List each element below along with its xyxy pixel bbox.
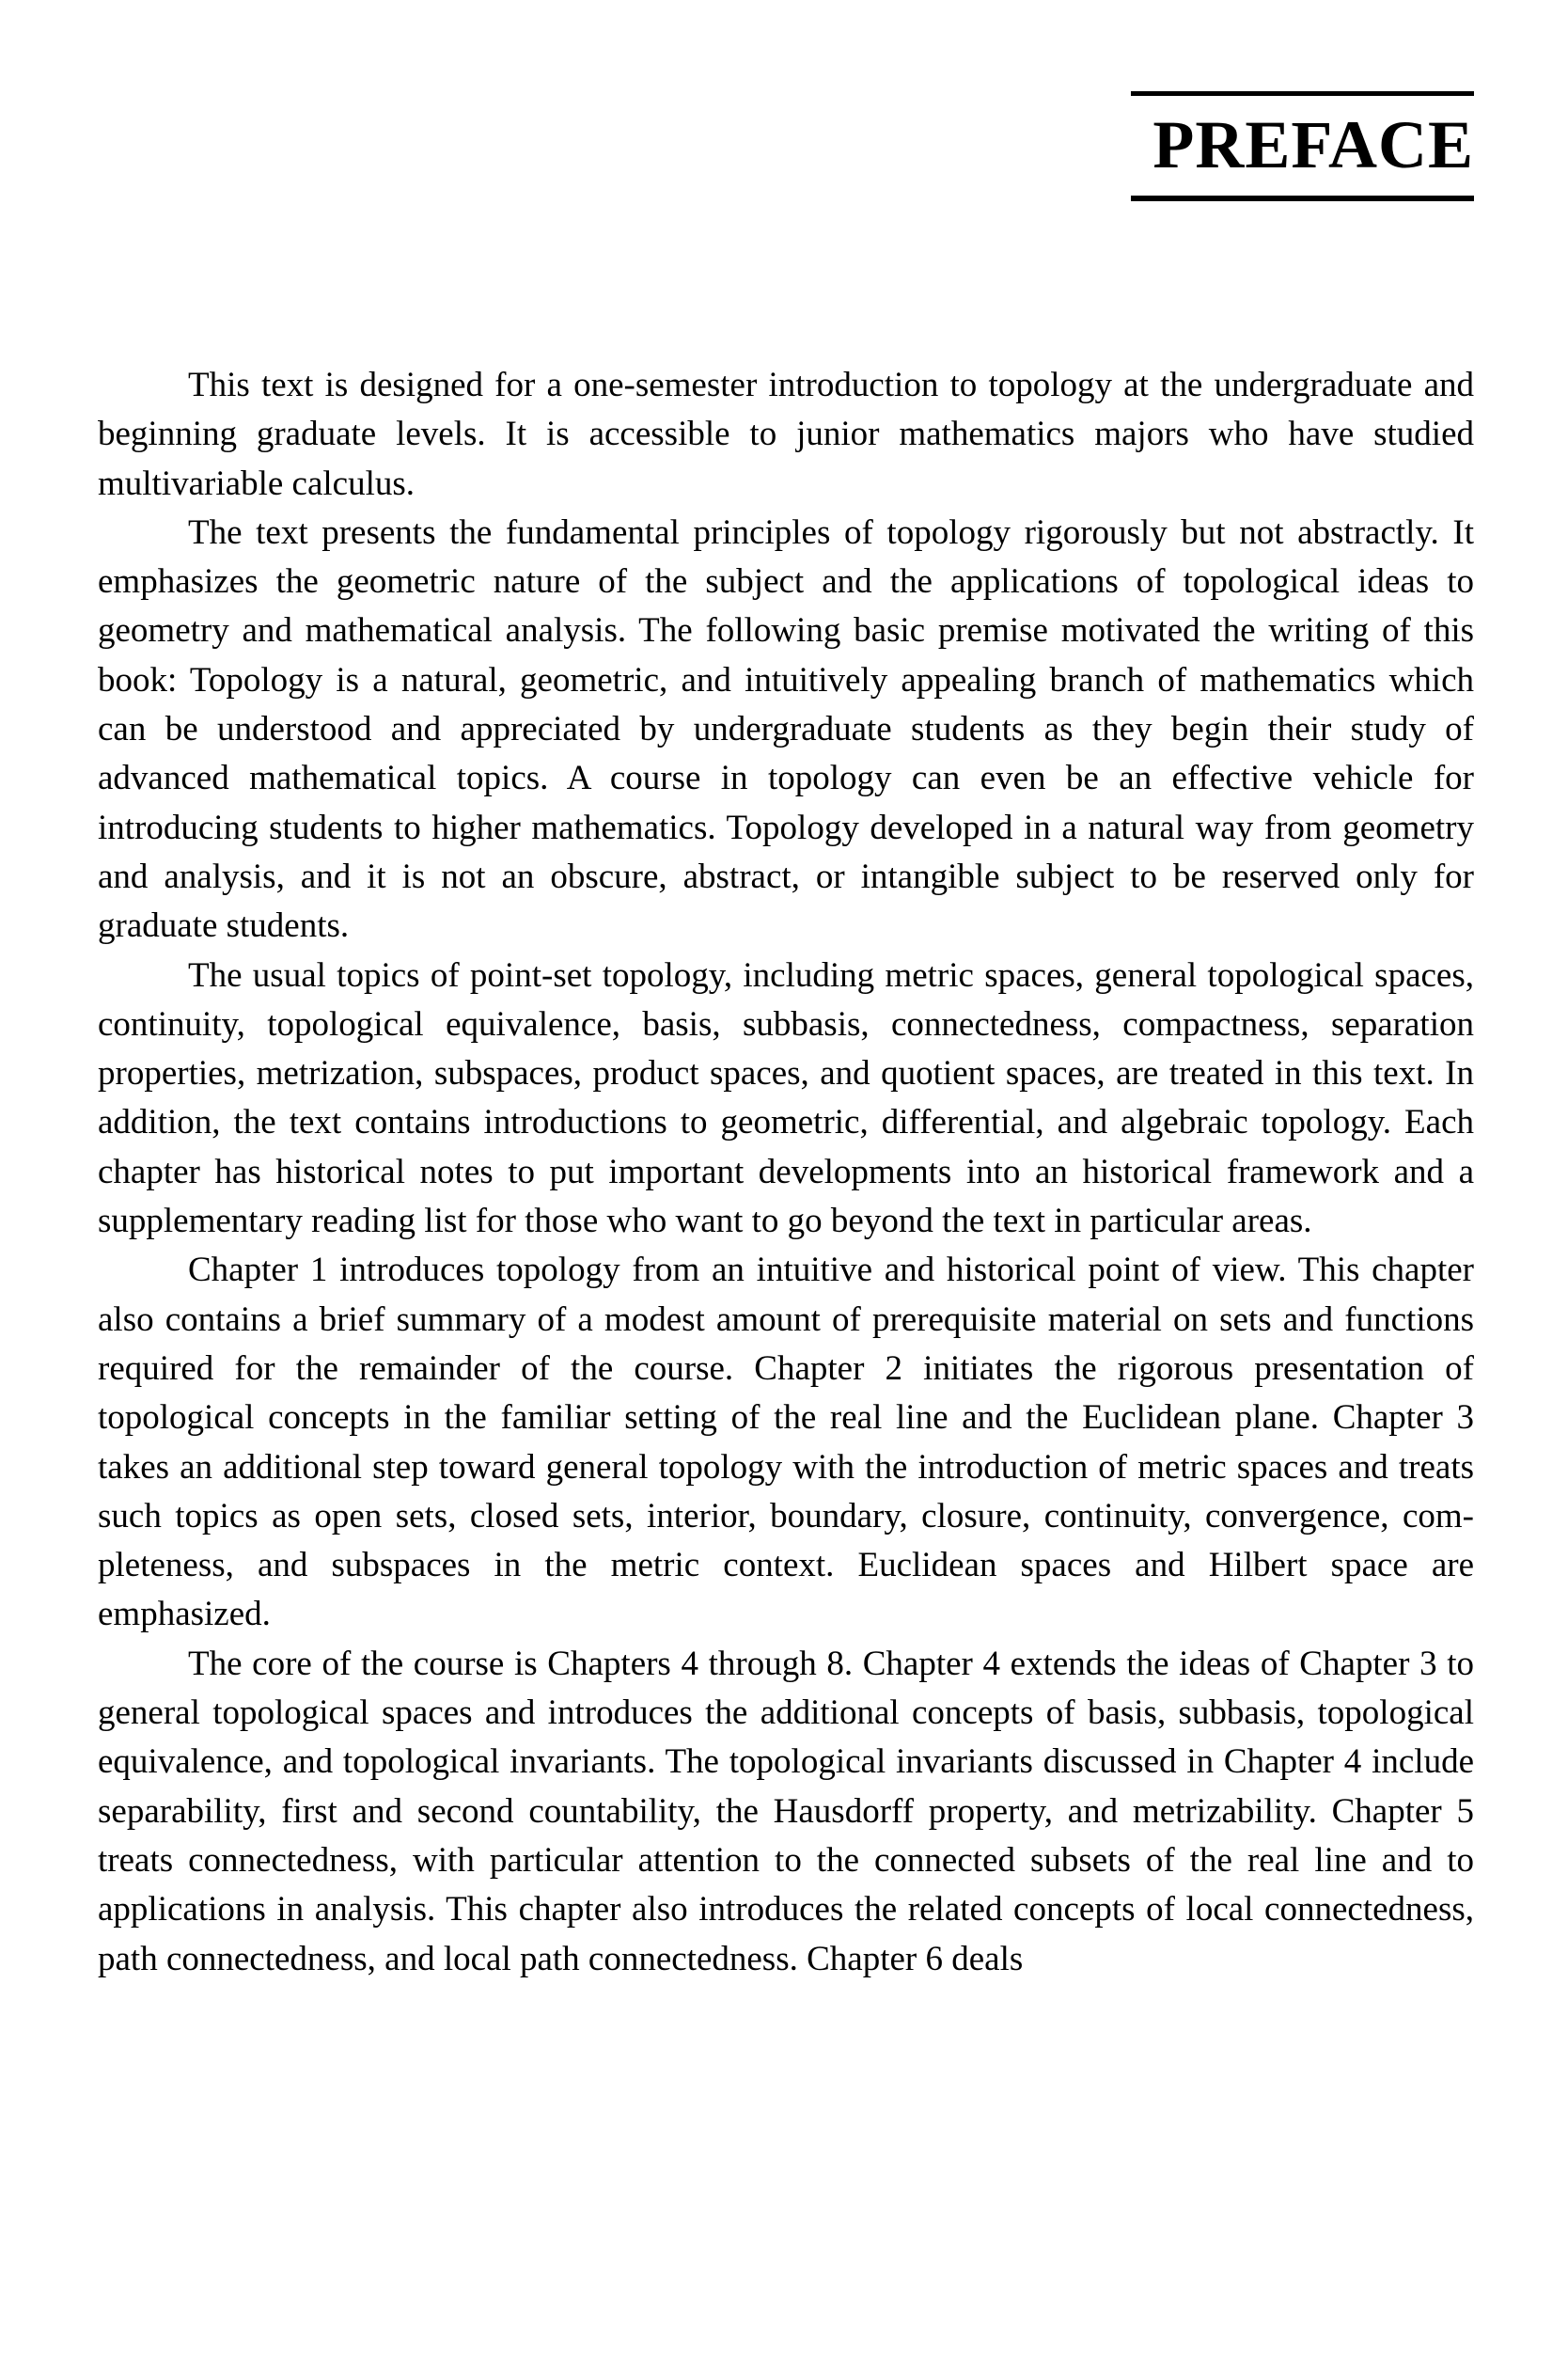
heading-rule-bottom: [1131, 196, 1474, 201]
paragraph-2: The text presents the fundamental principles of topology rigorously but not abstractly. It emphasizes the geometric nature of the subject and the applications of topological ideas to geometry and mathematical analysis. The following basic premise motivated the writing of this book: Topology is a natural, geometric, and intuitively appealing branch of mathematics which can be understood and appreciated by undergraduate students as they begin their study of advanced mathematical topics. A course in topology can even be an effective vehicle for introducing students to higher mathematics. Topology developed in a natural way from geometry and analysis, and it is not an obscure, abstract, or intangible subject to be reserved only for graduate students.: [98, 512, 1474, 946]
paragraph-1: This text is designed for a one-semester introduction to topology at the undergraduate and beginning graduate levels. It is accessible to junior mathematics majors who have studied multivariable calculus.: [98, 366, 1474, 503]
paragraph-3: The usual topics of point-set topology, including metric spaces, general topological spaces, continuity, topological equivalence, basis, subbasis, connectedness, compactness, separation properties, metrization, subspaces, product spaces, and quotient spaces, are treated in this text. In addition, the text contains introductions to geometric, differential, and algebraic topology. Each chapter has historical notes to put important developments into an historical framework and a supplementary reading list for those who want to go beyond the text in particular areas.: [98, 955, 1474, 1241]
paragraph-4: Chapter 1 introduces topology from an intuitive and historical point of view. This chapter also contains a brief summary of a modest amount of prerequisite material on sets and functions required for the remainder of the course. Chapter 2 initiates the rigorous presentation of topological concepts in the familiar setting of the real line and the Euclidean plane. Chapter 3 takes an additional step toward general topology with the introduction of metric spaces and treats such topics as open sets, closed sets, interior, boundary, closure, continuity, convergence, completeness, and subspaces in the metric context. Euclidean spaces and Hilbert space are emphasized.: [98, 1251, 1474, 1634]
paragraph-5: The core of the course is Chapters 4 through 8. Chapter 4 extends the ideas of Chapter 3 to general topological spaces and introduces the additional concepts of basis, subbasis, topological equivalence, and topological invariants. The topological invariants discussed in Chapter 4 include separability, first and second countability, the Hausdorff property, and metrizability. Chapter 5 treats connectedness, with particular attention to the connected subsets of the real line and to applications in analysis. This chapter also introduces the related concepts of local connectedness, path connectedness, and local path connectedness. Chapter 6 deals: [98, 1644, 1474, 1978]
page-title: PREFACE: [1152, 107, 1474, 182]
preface-heading: [1131, 91, 1474, 201]
heading-rule-top: [1131, 91, 1474, 96]
preface-body: [98, 361, 1474, 1984]
